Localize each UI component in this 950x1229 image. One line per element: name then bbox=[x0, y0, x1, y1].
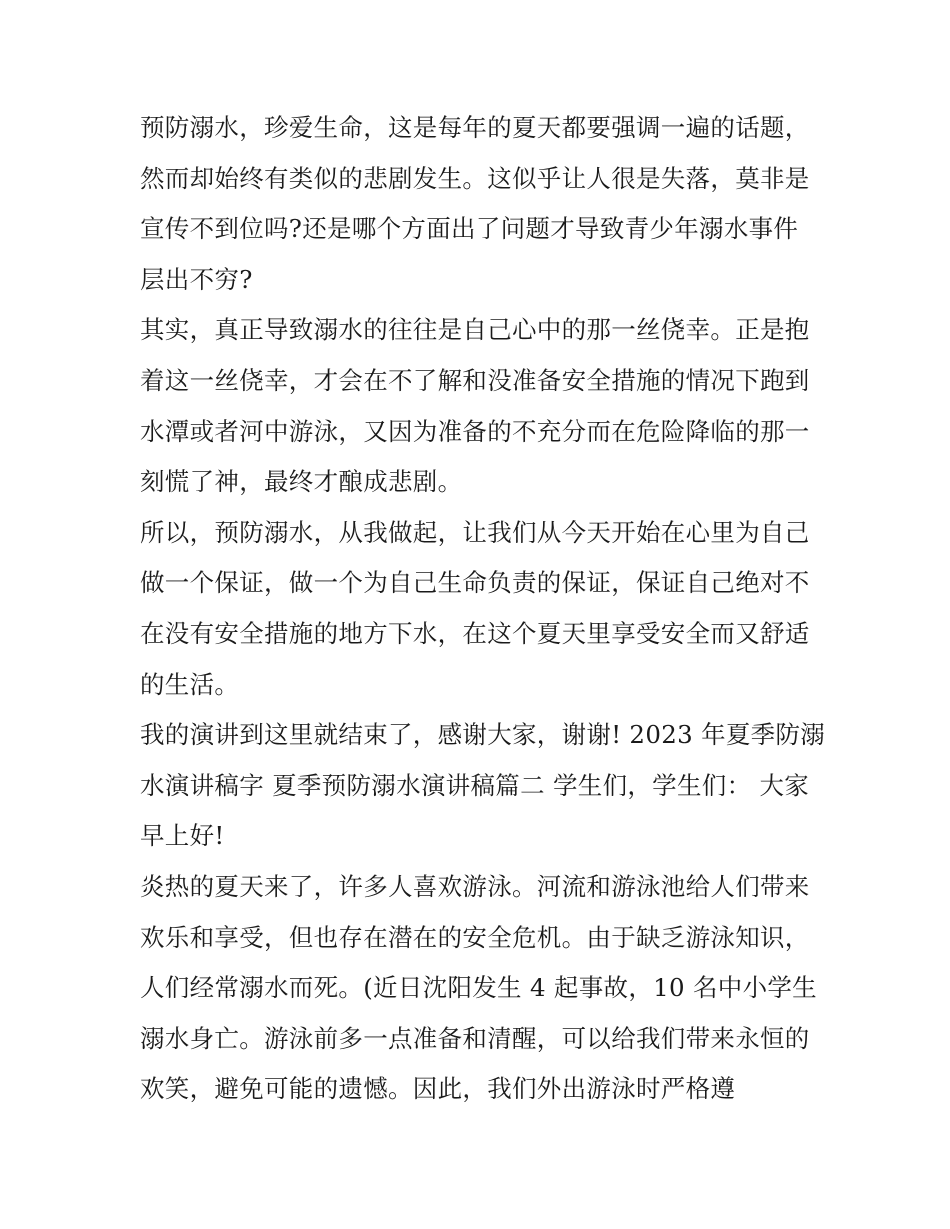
text-line: 早上好! bbox=[140, 821, 225, 851]
document-body bbox=[140, 103, 826, 1115]
text-line: 的生活。 bbox=[140, 669, 240, 699]
paragraph-4 bbox=[140, 710, 826, 862]
text-line: 人们经常溺水而死。(近日沈阳发生 4 起事故，10 名中小学生 bbox=[140, 973, 817, 1003]
text-line: 层出不穷? bbox=[140, 264, 253, 294]
paragraph-3 bbox=[140, 508, 816, 710]
paragraph-5 bbox=[140, 862, 816, 1115]
text-line: 预防溺水，珍爱生命，这是每年的夏天都要强调一遍的话题， bbox=[140, 113, 810, 142]
text-line: 炎热的夏天来了，许多人喜欢游泳。河流和游泳池给人们带来 bbox=[140, 871, 810, 901]
text-line: 其实，真正导致溺水的往往是自己心中的那一丝侥幸。正是抱 bbox=[140, 315, 810, 345]
text-line: 所以，预防溺水，从我做起，让我们从今天开始在心里为自己 bbox=[140, 517, 810, 547]
text-line: 欢乐和享受，但也存在潜在的安全危机。由于缺乏游泳知识， bbox=[140, 922, 810, 952]
text-line: 着这一丝侥幸，才会在不了解和没准备安全措施的情况下跑到 bbox=[140, 365, 810, 395]
text-line: 水演讲稿字 夏季预防溺水演讲稿篇二 学生们，学生们： 大家 bbox=[140, 770, 810, 800]
text-line: 溺水身亡。游泳前多一点准备和清醒，可以给我们带来永恒的 bbox=[140, 1023, 810, 1053]
text-line: 在没有安全措施的地方下水，在这个夏天里享受安全而又舒适 bbox=[140, 618, 810, 648]
paragraph-1 bbox=[140, 103, 816, 305]
paragraph-2 bbox=[140, 305, 816, 507]
text-line: 水潭或者河中游泳，又因为准备的不充分而在危险降临的那一 bbox=[140, 416, 810, 446]
text-line: 做一个保证，做一个为自己生命负责的保证，保证自己绝对不 bbox=[140, 568, 810, 598]
text-line: 欢笑，避免可能的遗憾。因此，我们外出游泳时严格遵 bbox=[140, 1074, 736, 1104]
text-line: 然而却始终有类似的悲剧发生。这似乎让人很是失落，莫非是 bbox=[140, 163, 810, 193]
text-line: 我的演讲到这里就结束了，感谢大家，谢谢! 2023 年夏季防溺 bbox=[140, 720, 826, 750]
text-line: 宣传不到位吗?还是哪个方面出了问题才导致青少年溺水事件 bbox=[140, 214, 799, 244]
text-line: 刻慌了神，最终才酿成悲剧。 bbox=[140, 467, 463, 497]
